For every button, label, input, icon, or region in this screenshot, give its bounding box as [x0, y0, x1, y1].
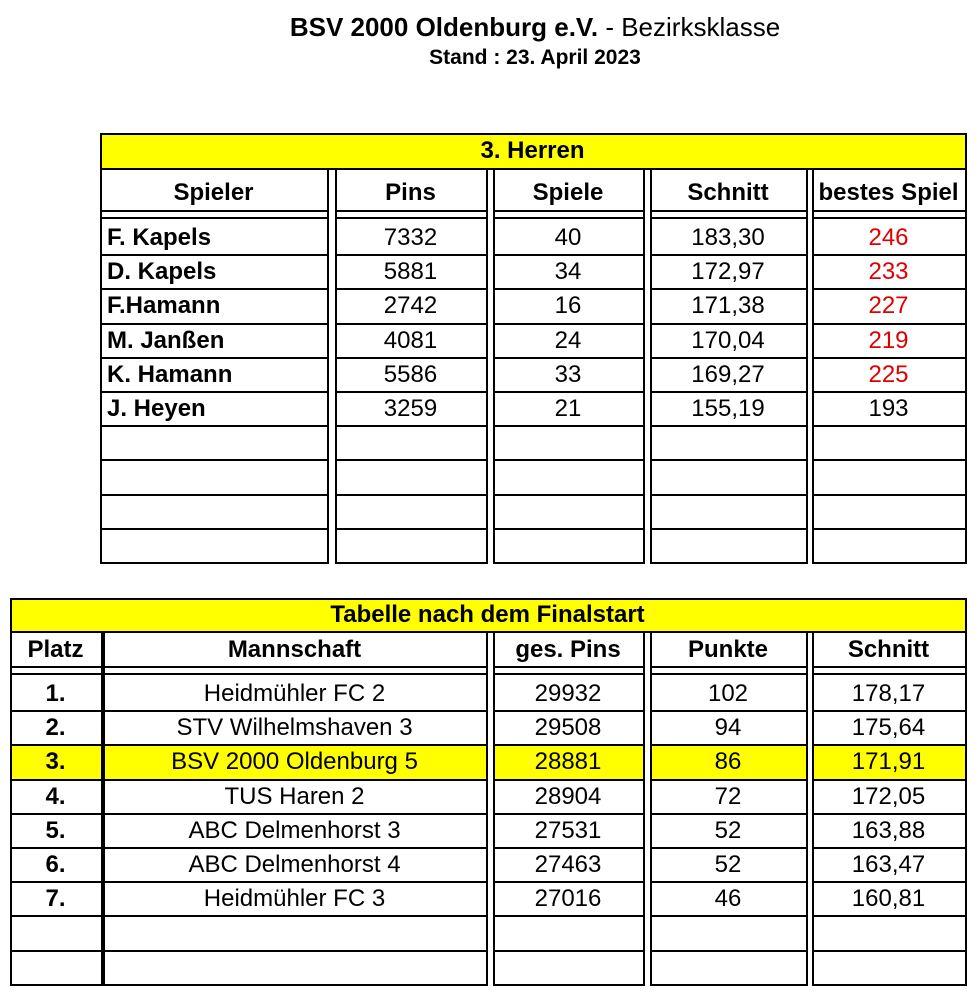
grid-line: [103, 847, 488, 849]
grid-line: [965, 133, 967, 169]
grid-line: [493, 562, 645, 564]
grid-line: [812, 744, 967, 746]
player-best-game: 219: [868, 326, 909, 354]
grid-line: [10, 598, 967, 600]
grid-line: [493, 744, 645, 746]
grid-line: [10, 673, 103, 675]
grid-line: [335, 288, 488, 290]
player-name: J. Heyen: [107, 395, 206, 423]
grid-line: [650, 357, 808, 359]
grid-line: [103, 950, 488, 952]
grid-line: [650, 631, 652, 986]
grid-line: [493, 631, 495, 986]
grid-line: [486, 631, 488, 986]
team-points: 46: [714, 885, 742, 913]
grid-line: [493, 847, 645, 849]
grid-line: [10, 950, 103, 952]
grid-line: [493, 915, 645, 917]
grid-line: [812, 710, 967, 712]
player-name: F. Kapels: [107, 224, 212, 252]
player-pins: 2742: [383, 292, 438, 320]
grid-line: [100, 323, 329, 325]
grid-line: [812, 254, 967, 256]
player-average: 183,30: [691, 224, 765, 252]
grid-line: [965, 598, 967, 632]
player-average: 155,19: [691, 395, 765, 423]
grid-line: [493, 494, 645, 496]
grid-line: [812, 631, 814, 986]
grid-line: [335, 168, 337, 564]
grid-line: [10, 881, 103, 883]
grid-line: [10, 813, 103, 815]
team-rank: 6.: [45, 851, 66, 879]
grid-line: [335, 254, 488, 256]
grid-line: [650, 984, 808, 986]
grid-line: [493, 323, 645, 325]
player-games: 34: [554, 258, 582, 286]
team-total-pins: 29508: [534, 714, 602, 742]
team-total-pins: 27531: [534, 816, 602, 844]
grid-line: [812, 562, 967, 564]
grid-line: [103, 813, 488, 815]
column-header: Pins: [385, 178, 436, 206]
grid-line: [335, 391, 488, 393]
grid-line: [100, 391, 329, 393]
grid-line: [650, 915, 808, 917]
player-best-game: 193: [868, 395, 909, 423]
grid-line: [493, 673, 645, 675]
column-header: Mannschaft: [227, 635, 362, 663]
grid-line: [100, 425, 329, 427]
grid-line: [812, 391, 967, 393]
grid-line: [10, 598, 12, 632]
grid-line: [10, 915, 103, 917]
grid-line: [100, 210, 329, 212]
grid-line: [493, 254, 645, 256]
grid-line: [650, 779, 808, 781]
player-best-game: 227: [868, 292, 909, 320]
grid-line: [643, 168, 645, 564]
grid-line: [100, 133, 967, 135]
grid-line: [812, 528, 967, 530]
team-name: STV Wilhelmshaven 3: [176, 714, 413, 742]
player-best-game: 225: [868, 360, 909, 388]
grid-line: [806, 631, 808, 986]
grid-line: [103, 631, 105, 986]
team-rank: 1.: [45, 680, 66, 708]
grid-line: [812, 673, 967, 675]
grid-line: [493, 950, 645, 952]
grid-line: [100, 133, 102, 169]
grid-line: [100, 357, 329, 359]
team-average: 160,81: [851, 885, 926, 913]
grid-line: [103, 984, 488, 986]
grid-line: [493, 666, 645, 668]
grid-line: [812, 915, 967, 917]
grid-line: [650, 459, 808, 461]
grid-line: [493, 813, 645, 815]
grid-line: [812, 425, 967, 427]
grid-line: [650, 950, 808, 952]
grid-line: [335, 323, 488, 325]
grid-line: [812, 494, 967, 496]
grid-line: [493, 528, 645, 530]
grid-line: [812, 168, 814, 564]
grid-line: [493, 459, 645, 461]
player-games: 33: [554, 360, 582, 388]
team-average: 163,47: [851, 851, 926, 879]
grid-line: [812, 950, 967, 952]
grid-line: [493, 425, 645, 427]
grid-line: [10, 631, 12, 986]
grid-line: [650, 323, 808, 325]
player-average: 171,38: [691, 292, 765, 320]
player-name: F.Hamann: [107, 292, 221, 320]
grid-line: [650, 254, 808, 256]
grid-line: [493, 288, 645, 290]
grid-line: [335, 210, 488, 212]
grid-line: [650, 673, 808, 675]
grid-line: [493, 779, 645, 781]
grid-line: [493, 391, 645, 393]
team-average: 171,91: [851, 748, 926, 776]
team-total-pins: 28881: [534, 748, 602, 776]
player-pins: 4081: [383, 326, 438, 354]
player-name: D. Kapels: [107, 258, 217, 286]
grid-line: [335, 217, 488, 219]
player-best-game: 246: [868, 224, 909, 252]
team-average: 163,88: [851, 816, 926, 844]
player-pins: 5586: [383, 360, 438, 388]
grid-line: [10, 631, 967, 633]
grid-line: [335, 494, 488, 496]
team-name: ABC Delmenhorst 4: [188, 851, 401, 879]
grid-line: [103, 666, 488, 668]
grid-line: [812, 984, 967, 986]
grid-line: [650, 425, 808, 427]
player-games: 16: [554, 292, 582, 320]
grid-line: [100, 494, 329, 496]
grid-line: [103, 915, 488, 917]
grid-line: [650, 210, 808, 212]
grid-line: [103, 744, 488, 746]
column-header: ges. Pins: [515, 635, 621, 663]
team-total-pins: 27463: [534, 851, 602, 879]
grid-line: [100, 459, 329, 461]
grid-line: [650, 666, 808, 668]
grid-line: [965, 168, 967, 564]
grid-line: [493, 710, 645, 712]
grid-line: [335, 357, 488, 359]
grid-line: [335, 528, 488, 530]
column-header: Schnitt: [847, 635, 930, 663]
grid-line: [327, 168, 329, 564]
team-average: 178,17: [851, 680, 926, 708]
team-rank: 7.: [45, 885, 66, 913]
grid-line: [650, 710, 808, 712]
league-name: - Bezirksklasse: [598, 12, 781, 42]
grid-line: [812, 210, 967, 212]
team-rank: 4.: [45, 782, 66, 810]
grid-line: [103, 881, 488, 883]
grid-line: [10, 744, 103, 746]
grid-line: [10, 847, 103, 849]
team-rank: 3.: [45, 748, 66, 776]
team-name: Heidmühler FC 3: [203, 885, 386, 913]
grid-line: [650, 391, 808, 393]
column-header: Spiele: [532, 178, 604, 206]
team-points: 52: [714, 816, 742, 844]
grid-line: [650, 494, 808, 496]
team-name: BSV 2000 Oldenburg 5: [171, 748, 418, 776]
grid-line: [103, 779, 488, 781]
grid-line: [493, 217, 645, 219]
player-pins: 3259: [383, 395, 438, 423]
player-average: 170,04: [691, 326, 765, 354]
team-points: 102: [707, 680, 749, 708]
column-header: Spieler: [173, 178, 254, 206]
page-title: [0, 12, 980, 43]
grid-line: [493, 984, 645, 986]
grid-line: [103, 673, 488, 675]
grid-line: [100, 168, 102, 564]
column-header: Platz: [27, 635, 84, 663]
grid-line: [10, 984, 103, 986]
grid-line: [643, 631, 645, 986]
player-pins: 5881: [383, 258, 438, 286]
grid-line: [100, 288, 329, 290]
team-total-pins: 27016: [534, 885, 602, 913]
grid-line: [650, 168, 652, 564]
grid-line: [650, 288, 808, 290]
grid-line: [650, 528, 808, 530]
grid-line: [812, 666, 967, 668]
player-pins: 7332: [383, 224, 438, 252]
grid-line: [493, 168, 495, 564]
grid-line: [650, 217, 808, 219]
player-games: 24: [554, 326, 582, 354]
grid-line: [812, 323, 967, 325]
grid-line: [335, 562, 488, 564]
grid-line: [812, 813, 967, 815]
team-name: ABC Delmenhorst 3: [188, 816, 401, 844]
grid-line: [812, 217, 967, 219]
grid-line: [812, 459, 967, 461]
team-name: Heidmühler FC 2: [203, 680, 386, 708]
grid-line: [650, 881, 808, 883]
grid-line: [335, 459, 488, 461]
grid-line: [100, 168, 967, 170]
player-name: M. Janßen: [107, 326, 225, 354]
player-average: 169,27: [691, 360, 765, 388]
grid-line: [10, 779, 103, 781]
team-points: 86: [714, 748, 742, 776]
grid-line: [100, 562, 329, 564]
team-points: 52: [714, 851, 742, 879]
grid-line: [965, 631, 967, 986]
grid-line: [10, 666, 103, 668]
grid-line: [10, 710, 103, 712]
team-points: 94: [714, 714, 742, 742]
column-header: Schnitt: [687, 178, 769, 206]
grid-line: [100, 217, 329, 219]
grid-line: [493, 210, 645, 212]
grid-line: [812, 881, 967, 883]
grid-line: [650, 813, 808, 815]
grid-line: [650, 847, 808, 849]
grid-line: [493, 881, 645, 883]
player-average: 172,97: [691, 258, 765, 286]
player-name: K. Hamann: [107, 360, 233, 388]
grid-line: [650, 562, 808, 564]
grid-line: [100, 528, 329, 530]
player-games: 40: [554, 224, 582, 252]
column-header: Punkte: [687, 635, 768, 663]
grid-line: [486, 168, 488, 564]
team-average: 172,05: [851, 782, 926, 810]
team-total-pins: 28904: [534, 782, 602, 810]
column-header: bestes Spiel: [818, 178, 959, 206]
page-subtitle: Stand : 23. April 2023: [429, 46, 641, 69]
grid-line: [650, 744, 808, 746]
player-games: 21: [554, 395, 582, 423]
grid-line: [103, 710, 488, 712]
club-name: BSV 2000 Oldenburg e.V.: [289, 12, 599, 42]
team-points: 72: [714, 782, 742, 810]
standings-table-title: Tabelle nach dem Finalstart: [330, 601, 645, 628]
grid-line: [100, 254, 329, 256]
grid-line: [335, 425, 488, 427]
grid-line: [493, 357, 645, 359]
team-total-pins: 29932: [534, 680, 602, 708]
team-name: TUS Haren 2: [224, 782, 365, 810]
team-rank: 2.: [45, 714, 66, 742]
team-rank: 5.: [45, 816, 66, 844]
players-table-title: 3. Herren: [480, 137, 585, 164]
grid-line: [812, 357, 967, 359]
player-best-game: 233: [868, 258, 909, 286]
grid-line: [812, 847, 967, 849]
grid-line: [812, 779, 967, 781]
grid-line: [812, 288, 967, 290]
team-average: 175,64: [851, 714, 926, 742]
grid-line: [806, 168, 808, 564]
